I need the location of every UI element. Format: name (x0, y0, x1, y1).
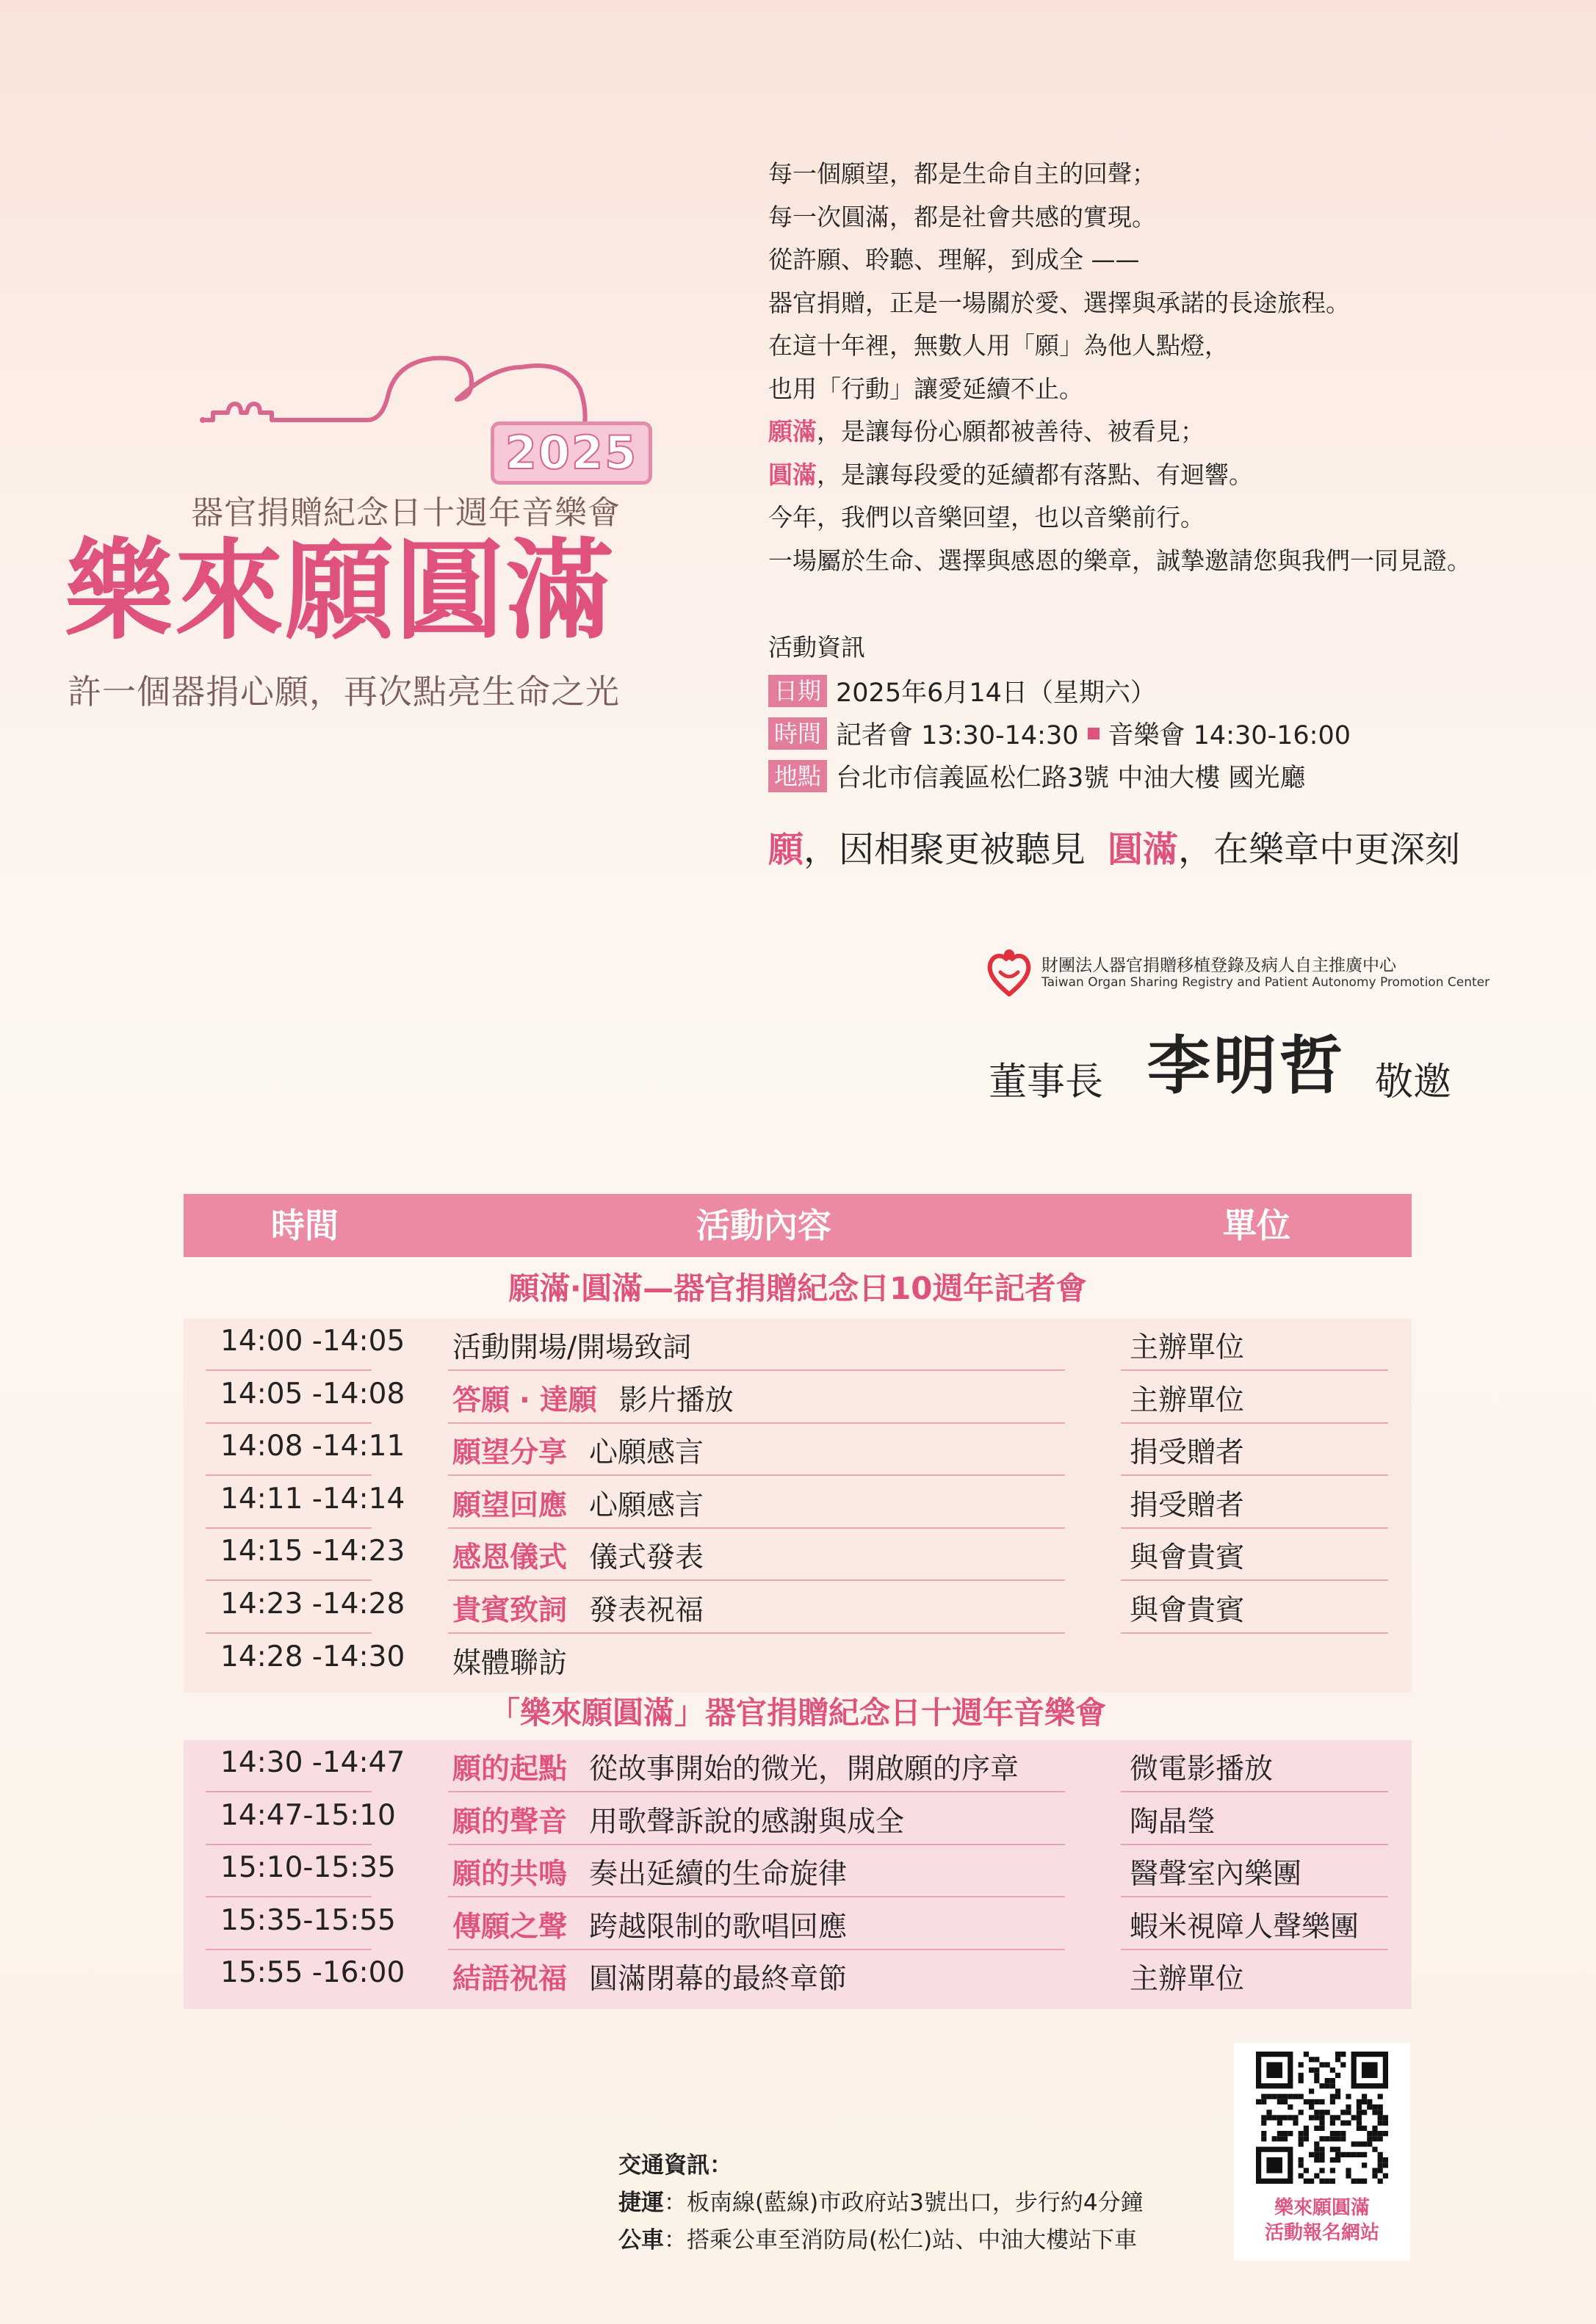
row-unit: 捐受贈者 (1130, 1436, 1245, 1470)
intro-line (768, 454, 1471, 497)
section-rows (184, 1319, 1412, 1693)
table-row (184, 1529, 1412, 1581)
row-unit: 捐受贈者 (1130, 1488, 1245, 1522)
row-unit: 與會貴賓 (1130, 1541, 1245, 1575)
row-activity (452, 1851, 847, 1892)
row-time: 14:08 -14:11 (220, 1430, 405, 1463)
row-activity-text: 從故事開始的微光，開啟願的序章 (589, 1753, 1019, 1786)
row-activity-highlight: 貴賓致詞 (452, 1594, 568, 1627)
signer-name: 李明哲 (1147, 1029, 1346, 1103)
intro-line (768, 496, 1471, 540)
row-unit: 主辦單位 (1130, 1383, 1245, 1417)
row-activity-text: 用歌聲訴說的感謝與成全 (589, 1805, 905, 1839)
intro-line (768, 282, 1471, 325)
row-time: 14:11 -14:14 (220, 1482, 405, 1516)
row-activity (452, 1640, 567, 1682)
signer-closing: 敬邀 (1375, 1060, 1452, 1104)
traffic-bus: 公車：搭乘公車至消防局(松仁)站、中油大樓站下車 (618, 2227, 1138, 2254)
row-activity-highlight: 傳願之聲 (452, 1910, 568, 1944)
event-subtitle: 器官捐贈紀念日十週年音樂會 (191, 494, 621, 532)
row-activity-text: 圓滿閉幕的最終章節 (589, 1963, 848, 1997)
intro-line (768, 239, 1471, 282)
place-tag: 地點 (768, 760, 827, 792)
row-unit: 主辦單位 (1130, 1963, 1245, 1997)
row-activity-highlight: 結語祝福 (452, 1963, 568, 1997)
intro-text: 也用「行動」讓愛延續不止。 (768, 374, 1083, 403)
row-unit: 蝦米視障人聲樂團 (1130, 1910, 1360, 1944)
intro-text: 器官捐贈，正是一場關於愛、選擇與承諾的長途旅程。 (768, 288, 1350, 317)
row-activity (452, 1535, 704, 1576)
row-time: 14:05 -14:08 (220, 1377, 405, 1411)
qr-caption-line-1: 樂來願圓滿 (1274, 2197, 1370, 2219)
intro-text: ，是讓每段愛的延續都有落點、有迴響。 (817, 460, 1253, 489)
traffic-info (618, 2147, 1144, 2259)
row-activity-text: 心願感言 (589, 1488, 704, 1522)
intro-line (768, 410, 1471, 454)
place-value: 台北市信義區松仁路3號 中油大樓 國光廳 (836, 764, 1306, 793)
intro-line (768, 325, 1471, 368)
row-activity (452, 1904, 847, 1945)
row-time: 14:00 -14:05 (220, 1325, 405, 1358)
intro-text: 在這十年裡，無數人用「願」為他人點燈， (768, 331, 1229, 360)
intro-text: 今年，我們以音樂回望，也以音樂前行。 (768, 503, 1205, 532)
tagline-highlight-2: 圓滿 (1108, 829, 1179, 870)
table-row (184, 1740, 1412, 1792)
intro-text: 每一個願望，都是生命自主的回聲； (768, 159, 1156, 188)
row-activity-text: 影片播放 (618, 1383, 734, 1417)
row-activity (452, 1588, 704, 1629)
table-row (184, 1898, 1412, 1950)
row-activity-text: 奏出延續的生命旋律 (589, 1858, 848, 1892)
square-bullet-icon (1088, 728, 1099, 739)
header-unit: 單位 (1223, 1206, 1290, 1245)
traffic-heading: 交通資訊： (618, 2152, 732, 2179)
table-row (184, 1635, 1412, 1687)
row-activity-text: 心願感言 (589, 1436, 704, 1470)
row-time: 15:10-15:35 (220, 1851, 396, 1885)
row-activity-text: 活動開場/開場致詞 (452, 1331, 692, 1364)
row-activity (452, 1799, 904, 1840)
table-row (184, 1950, 1412, 2002)
intro-line (768, 368, 1471, 411)
intro-highlight: 圓滿 (768, 460, 817, 489)
row-activity-highlight: 願的共鳴 (452, 1858, 568, 1892)
row-time: 14:23 -14:28 (220, 1588, 405, 1621)
intro-paragraph (768, 153, 1471, 582)
row-activity (452, 1483, 704, 1524)
qr-code-icon[interactable] (1256, 2052, 1388, 2184)
organization-heart-logo-icon (986, 947, 1033, 999)
date-tag: 日期 (768, 675, 827, 707)
intro-text: 從許願、聆聽、理解，到成全 —— (768, 245, 1140, 274)
place-row (768, 758, 1306, 794)
event-info-heading: 活動資訊 (768, 633, 865, 662)
row-activity-highlight: 答願 ‧ 達願 (452, 1383, 597, 1417)
table-row (184, 1319, 1412, 1371)
row-activity-highlight: 願望回應 (452, 1488, 568, 1522)
row-unit: 醫聲室內樂團 (1130, 1858, 1302, 1892)
intro-text: 一場屬於生命、選擇與感恩的樂章，誠摯邀請您與我們一同見證。 (768, 546, 1471, 575)
header-activity: 活動內容 (696, 1206, 831, 1245)
row-activity-text: 跨越限制的歌唱回應 (589, 1910, 848, 1944)
row-activity-highlight: 感恩儀式 (452, 1541, 568, 1575)
intro-line (768, 196, 1471, 239)
section-rows (184, 1740, 1412, 2009)
row-activity (452, 1746, 1019, 1787)
row-activity-highlight: 願的聲音 (452, 1805, 568, 1839)
row-activity (452, 1430, 704, 1471)
table-row (184, 1372, 1412, 1424)
date-row (768, 673, 1156, 709)
intro-text: 每一次圓滿，都是社會共感的實現。 (768, 202, 1156, 231)
intro-highlight: 願滿 (768, 417, 817, 446)
qr-card[interactable] (1234, 2043, 1410, 2260)
row-unit: 微電影播放 (1130, 1753, 1274, 1786)
table-row (184, 1793, 1412, 1845)
row-time: 14:47-15:10 (220, 1798, 396, 1832)
row-activity-text: 發表祝福 (589, 1594, 704, 1627)
row-activity-text: 儀式發表 (589, 1541, 704, 1575)
row-time: 14:28 -14:30 (220, 1640, 405, 1673)
signature-line (989, 1015, 1451, 1106)
row-activity (452, 1325, 691, 1366)
section-title: 「樂來願圓滿」器官捐贈紀念日十週年音樂會 (488, 1695, 1106, 1731)
qr-caption-line-2: 活動報名網站 (1264, 2222, 1379, 2244)
row-time: 15:35-15:55 (220, 1903, 396, 1937)
organization-name-zh: 財團法人器官捐贈移植登錄及病人自主推廣中心 (1041, 956, 1396, 975)
section-title: 願滿‧圓滿—器官捐贈紀念日10週年記者會 (508, 1270, 1087, 1306)
time-press: 記者會 13:30-14:30 (836, 721, 1079, 750)
traffic-mrt: 捷運：板南線(藍線)市政府站3號出口，步行約4分鐘 (618, 2190, 1144, 2216)
header-time: 時間 (271, 1206, 339, 1245)
row-activity-text: 媒體聯訪 (452, 1646, 568, 1680)
table-row (184, 1845, 1412, 1897)
row-time: 14:15 -14:23 (220, 1535, 405, 1568)
intro-text: ，是讓每份心願都被善待、被看見； (817, 417, 1205, 446)
qr-caption (1234, 2196, 1410, 2245)
tagline-text-1: ，因相聚更被聽見 (804, 829, 1086, 870)
event-slogan: 許一個器捐心願，再次點亮生命之光 (68, 672, 620, 712)
tagline-highlight-1: 願 (768, 829, 804, 870)
row-time: 14:30 -14:47 (220, 1746, 405, 1779)
time-concert: 音樂會 14:30-16:00 (1108, 721, 1351, 750)
event-title: 樂來願圓滿 (65, 528, 615, 654)
time-tag: 時間 (768, 717, 827, 750)
date-value: 2025年6月14日（星期六） (836, 678, 1156, 708)
tagline (768, 821, 1460, 872)
row-activity-highlight: 願望分享 (452, 1436, 568, 1470)
row-unit: 主辦單位 (1130, 1331, 1245, 1364)
organization-name-en: Taiwan Organ Sharing Registry and Patient Autonomy Promotion Center (1041, 975, 1490, 990)
row-unit: 與會貴賓 (1130, 1594, 1245, 1627)
intro-line (768, 153, 1471, 196)
row-time: 15:55 -16:00 (220, 1956, 405, 1990)
intro-line (768, 540, 1471, 583)
tagline-text-2: ，在樂章中更深刻 (1178, 829, 1461, 870)
row-activity-highlight: 願的起點 (452, 1753, 568, 1786)
row-unit: 陶晶瑩 (1130, 1805, 1216, 1839)
year-badge: 2025 (491, 421, 652, 485)
time-row (768, 715, 1351, 752)
table-row (184, 1477, 1412, 1529)
table-row (184, 1582, 1412, 1634)
row-activity (452, 1378, 734, 1419)
table-row (184, 1424, 1412, 1476)
schedule-table-header (184, 1194, 1412, 1257)
row-activity (452, 1956, 847, 1997)
signer-role: 董事長 (989, 1060, 1104, 1104)
